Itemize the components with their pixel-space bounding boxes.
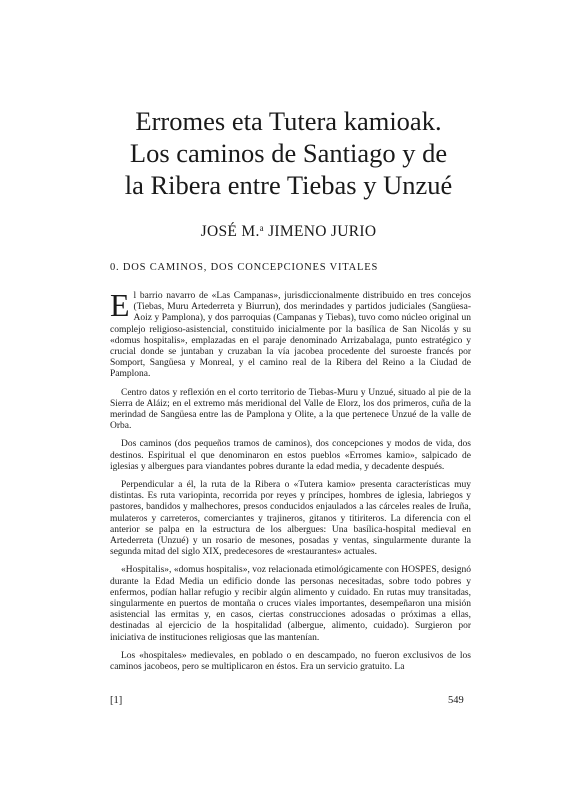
paragraph: «Hospitalis», «domus hospitalis», voz relacionada etimológicamente con HOSPES, designó durante la Edad Media un edificio donde las personas necesitadas, sobre todo pobres y enfermos, podían hallar refugio y recibir algún alimento y cuidado. En rutas muy transitadas, singularmente en puertos de montaña o cruces viales importantes, desempeñaron una misión asistencial las ermitas y, en casos, ciertas construcciones adosadas o próximas a ellas, destinadas al ejercicio de la hospitalidad (albergue, alimento, cuidado). Surgieron por iniciativa de instituciones religiosas que las mantenían. (110, 565, 471, 643)
page-number: 549 (448, 695, 464, 706)
paragraph: Los «hospitales» medievales, en poblado o en descampado, no fueron exclusivos de los caminos jacobeos, pero se multiplicaron en éstos. Era un servicio gratuito. La (110, 650, 471, 673)
title-line: Erromes eta Tutera kamioak. (135, 106, 442, 136)
author-superscript: a (259, 223, 264, 233)
paragraph (110, 287, 471, 381)
paragraph: Centro datos y reflexión en el corto territorio de Tiebas-Muru y Unzué, situado al pie de la Sierra de Aláiz; en el extremo más meridional del Valle de Elorz, los dos primeros, cuña de la merindad de Sangüesa entre las de Pamplona y Olite, a la que pertenece Unzué de la valle de Orba. (110, 387, 471, 432)
section-heading: 0. DOS CAMINOS, DOS CONCEPCIONES VITALES (110, 262, 379, 273)
paragraph: Perpendicular a él, la ruta de la Ribera o «Tutera kamio» presenta características muy distintas. Es ruta variopinta, recorrida por reyes y príncipes, hombres de iglesia, labriegos y pastores, bandidos y malhechores, presos conducidos enjaulados a las cárceles reales de Iruña, mulateros y carreteros, comerciantes y trajineros, gitanos y titiriteros. La diferencia con el anterior se palpa en la estructura de los albergues: Una basílica-hospital medieval en Artederreta (Unzué) y un rosario de mesones, posadas y ventas, singularmente durante la segunda mitad del siglo XIX, predecesores de «restaurantes» actuales. (110, 480, 471, 558)
footnote-marker: [1] (110, 695, 123, 706)
paragraph: Dos caminos (dos pequeños tramos de caminos), dos concepciones y modos de vida, dos destinos. Espiritual el que denominaron en estos pueblos «Erromes kamio», salpicado de iglesias y albergues para viandantes pobres durante la edad media, y decadente después. (110, 439, 471, 472)
title-line: la Ribera entre Tiebas y Unzué (124, 170, 453, 200)
author-name (100, 223, 477, 241)
author-rest: JIMENO JURIO (263, 223, 377, 240)
paragraph-text: l barrio navarro de «Las Campanas», jurisdiccionalmente distribuido en tres concejos (Tiebas, Muru Artederreta y Biurrun), dos merindades y partidos judiciales (Sangüesa-Aoiz y Pamplona), y dos parroquias (Campanas y Tiebas), tuvo como núcleo original un complejo religioso-asistencial, constituido inicialmente por la basílica de San Nicolás y su «domus hospitalis», emplazadas en el paraje denominado Arrizabalaga, punto estratégico y crucial donde se juntaban y cruzaban la vía jacobea procedente del suroeste francés por Somport, Sangüesa y Monreal, y el camino real de la Ribera del Reino a la Ciudad de Pamplona. (110, 291, 471, 380)
author-first: JOSÉ M. (200, 223, 260, 240)
body-text (110, 287, 471, 680)
drop-cap: E (110, 287, 130, 323)
title-line: Los caminos de Santiago y de (129, 138, 448, 168)
article-title (100, 105, 477, 201)
